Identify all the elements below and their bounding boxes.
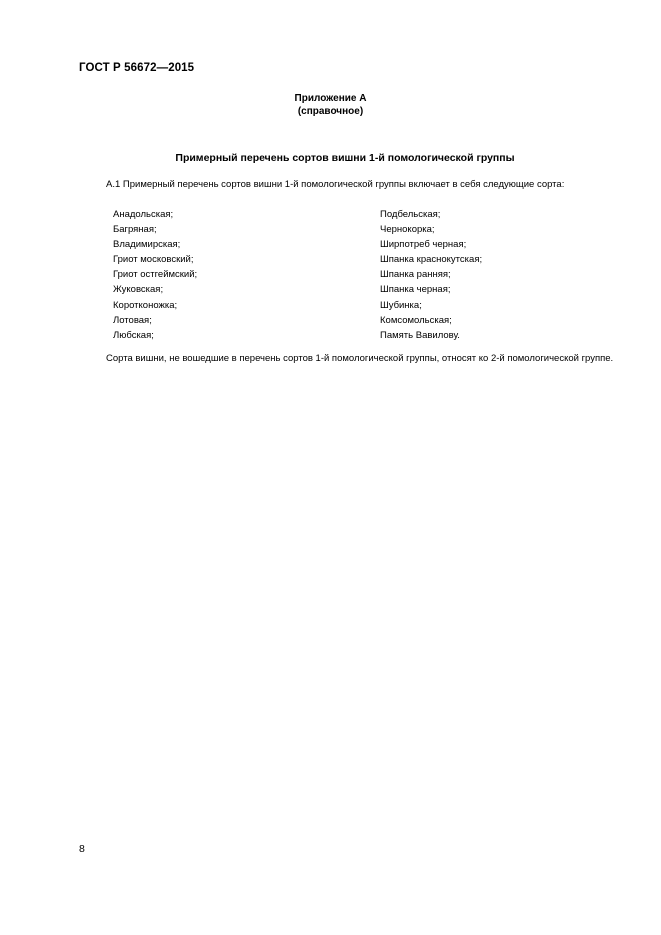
list-item: Шпанка черная; <box>380 284 451 296</box>
list-item: Память Вавилову. <box>380 329 460 341</box>
list-item: Шубинка; <box>380 299 422 311</box>
annex-title: Примерный перечень сортов вишни 1-й помологической группы <box>175 152 515 164</box>
list-item: Гриот остгеймский; <box>113 269 198 281</box>
page-number: 8 <box>79 843 85 855</box>
varieties-list-right <box>380 207 482 343</box>
list-item: Комсомольская; <box>380 314 452 326</box>
list-item: Шпанка краснокутская; <box>380 254 483 266</box>
list-item: Коротконожка; <box>113 299 178 311</box>
annex-heading <box>0 92 661 118</box>
list-item: Шпанка ранняя; <box>380 269 451 281</box>
annex-label: Приложение А <box>294 93 367 104</box>
list-item: Багряная; <box>113 224 157 236</box>
list-item: Анадольская; <box>113 209 174 220</box>
annex-status: (справочное) <box>297 106 364 117</box>
closing-paragraph: Сорта вишни, не вошедшие в перечень сортов 1-й помологической группы, относят ко 2-й помологической группе. <box>106 353 614 364</box>
intro-paragraph: А.1 Примерный перечень сортов вишни 1-й помологической группы включает в себя следующие сорта: <box>106 179 565 190</box>
standard-id: ГОСТ Р 56672—2015 <box>79 62 195 74</box>
list-item: Ширпотреб черная; <box>380 239 467 251</box>
list-item: Владимирская; <box>113 239 181 251</box>
varieties-list-left <box>113 207 197 343</box>
list-item: Лотовая; <box>113 314 152 326</box>
list-item: Жуковская; <box>113 284 164 296</box>
list-item: Чернокорка; <box>380 224 435 236</box>
list-item: Гриот московский; <box>113 254 194 266</box>
list-item: Подбельская; <box>380 209 441 220</box>
list-item: Любская; <box>113 329 154 341</box>
